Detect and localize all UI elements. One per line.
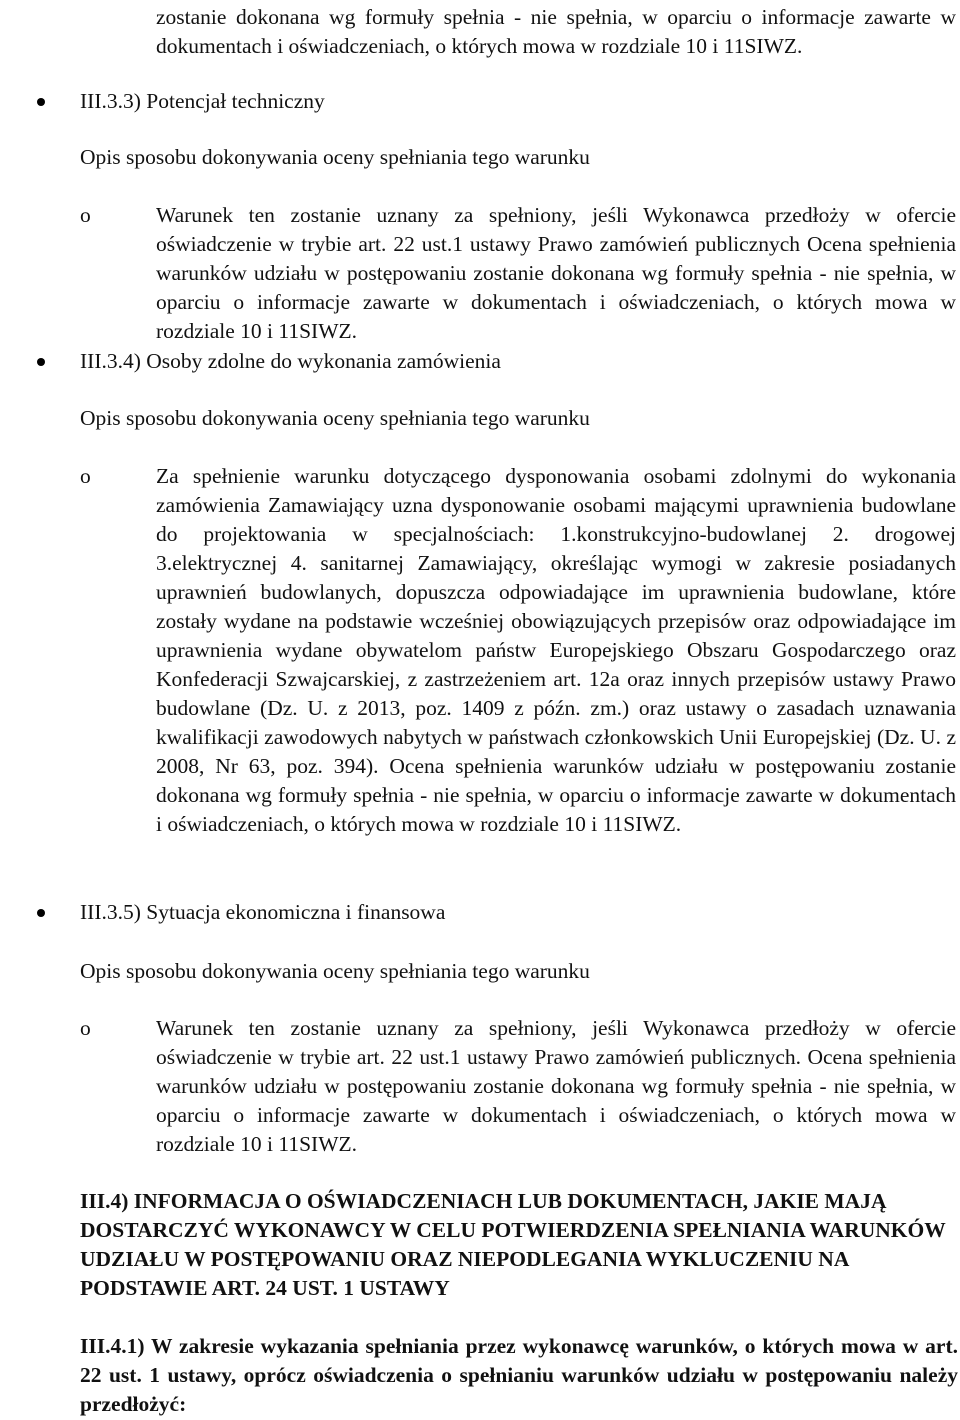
section-334-body: Za spełnienie warunku dotyczącego dysponowania osobami zdolnymi do wykonania zamówienia Zamawiający uzna dysponowanie osobami mającymi uprawnienia budowlane do projektowania w specjalnościach: 1.konstrukcyjno-budowlanej 2. drogowej 3.elektrycznej 4. sanitarnej Zamawiający, określając wymogi w zakresie posiadanych uprawnień budowlanych, dopuszcza odpowiadające im uprawnienia budowlane, które zostały wydane na podstawie wcześniej obowiązujących przepisów oraz odpowiadające im uprawnienia wydane obywatelom państw Europejskiego Obszaru Gospodarczego oraz Konfederacji Szwajcarskiej, z zastrzeżeniem art. 12a oraz innych przepisów ustawy Prawo budowlane (Dz. U. z 2013, poz. 1409 z późn. zm.) oraz ustawy o zasadach uznawania kwalifikacji zawodowych nabytych w państwach członkowskich Unii Europejskiej (Dz. U. z 2008, Nr 63, poz. 394). Ocena spełnienia warunków udziału w postępowaniu zostanie dokonana wg formuły spełnia - nie spełnia, w oparciu o informacje zawarte w dokumentach i oświadczeniach, o których mowa w rozdziale 10 i 11SIWZ.	[156, 464, 956, 836]
circle-bullet-icon: o	[80, 464, 91, 488]
section-334-heading-row	[0, 347, 960, 376]
circle-bullet-icon: o	[80, 203, 91, 227]
section-334-opis: Opis sposobu dokonywania oceny spełniania tego warunku	[80, 406, 590, 430]
section-333-heading: III.3.3) Potencjał techniczny	[80, 89, 325, 113]
bullet-icon	[37, 358, 45, 366]
section-335-opis: Opis sposobu dokonywania oceny spełniania tego warunku	[80, 959, 590, 983]
circle-bullet-icon: o	[80, 1016, 91, 1040]
section-34-heading: III.4) INFORMACJA O OŚWIADCZENIACH LUB DOKUMENTACH, JAKIE MAJĄ DOSTARCZYĆ WYKONAWCY W CELU POTWIERDZENIA SPEŁNIANIA WARUNKÓW UDZIAŁU W POSTĘPOWANIU ORAZ NIEPODLEGANIA WYKLUCZENIU NA PODSTAWIE ART. 24 UST. 1 USTAWY	[80, 1189, 946, 1300]
section-333-heading-row	[0, 87, 960, 116]
section-335-body: Warunek ten zostanie uznany za spełniony, jeśli Wykonawca przedłoży w ofercie oświadczenie w trybie art. 22 ust.1 ustawy Prawo zamówień publicznych. Ocena spełnienia warunków udziału w postępowaniu zostanie dokonana wg formuły spełnia - nie spełnia, w oparciu o informacje zawarte w dokumentach i oświadczeniach, o których mowa w rozdziale 10 i 11SIWZ.	[156, 1016, 956, 1156]
section-334-heading: III.3.4) Osoby zdolne do wykonania zamówienia	[80, 349, 501, 373]
section-335-heading: III.3.5) Sytuacja ekonomiczna i finansowa	[80, 900, 446, 924]
section-341-heading: III.4.1) W zakresie wykazania spełniania przez wykonawcę warunków, o których mowa w art. 22 ust. 1 ustawy, oprócz oświadczenia o spełnianiu warunków udziału w postępowaniu należy przedłożyć:	[80, 1334, 958, 1416]
bullet-icon	[37, 909, 45, 917]
section-333-opis: Opis sposobu dokonywania oceny spełniania tego warunku	[80, 145, 590, 169]
bullet-icon	[37, 98, 45, 106]
section-335-heading-row	[0, 898, 960, 927]
section-333-body: Warunek ten zostanie uznany za spełniony, jeśli Wykonawca przedłoży w ofercie oświadczenie w trybie art. 22 ust.1 ustawy Prawo zamówień publicznych Ocena spełnienia warunków udziału w postępowaniu zostanie dokonana wg formuły spełnia - nie spełnia, w oparciu o informacje zawarte w dokumentach i oświadczeniach, o których mowa w rozdziale 10 i 11SIWZ.	[156, 203, 956, 343]
intro-paragraph: zostanie dokonana wg formuły spełnia - nie spełnia, w oparciu o informacje zawarte w dokumentach i oświadczeniach, o których mowa w rozdziale 10 i 11SIWZ.	[156, 5, 956, 58]
